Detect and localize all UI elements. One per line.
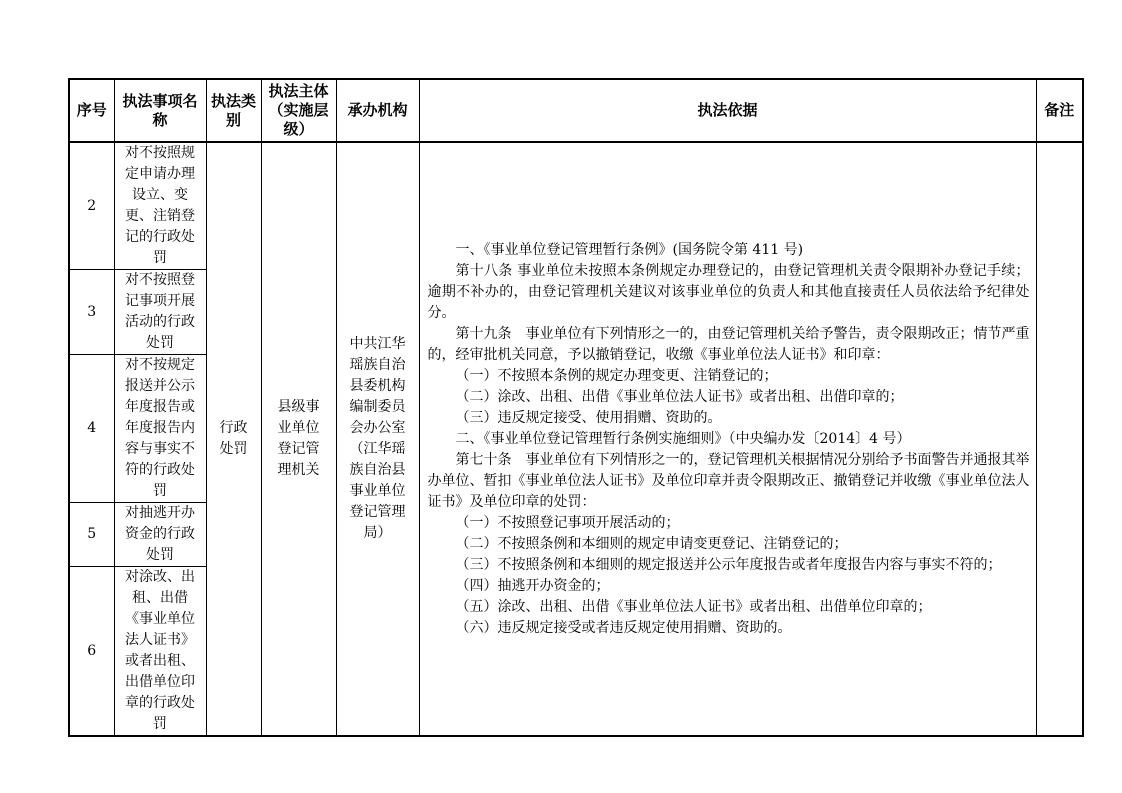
header-item-name: 执法事项名称 bbox=[114, 79, 206, 142]
remark-cell bbox=[1036, 142, 1083, 736]
item-name-cell: 对涂改、出租、出借《事业单位法人证书》或者出租、出借单位印章的行政处罚 bbox=[114, 567, 206, 737]
legal-paragraph: 第十八条 事业单位未按照本条例规定办理登记的，由登记管理机关责令限期补办登记手续；逾期不补办的，由登记管理机关建议对该事业单位的负责人和其他直接责任人员依法给予纪律处分。 bbox=[427, 262, 1030, 321]
subject-cell: 县级事业单位登记管理机关 bbox=[261, 142, 336, 736]
legal-paragraph: （一）不按照本条例的规定办理变更、注销登记的； bbox=[455, 367, 778, 384]
header-serial-number: 序号 bbox=[69, 79, 114, 142]
legal-paragraph: （一）不按照登记事项开展活动的； bbox=[455, 514, 680, 531]
legal-paragraph: （三）不按照条例和本细则的规定报送并公示年度报告或者年度报告内容与事实不符的； bbox=[455, 556, 1002, 573]
legal-basis-cell bbox=[419, 142, 1036, 736]
category-cell: 行政处罚 bbox=[206, 142, 261, 736]
legal-paragraph: （三）违反规定接受、使用捐赠、资助的。 bbox=[455, 409, 722, 426]
legal-paragraph: 第七十条 事业单位有下列情形之一的，登记管理机关根据情况分别给予书面警告并通报其举办单位、暂扣《事业单位法人证书》及单位印章并责令限期改正、撤销登记并收缴《事业单位法人证书》及单位印章的处罚： bbox=[427, 451, 1030, 510]
serial-number-cell: 3 bbox=[69, 270, 114, 355]
legal-paragraph: 第十九条 事业单位有下列情形之一的，由登记管理机关给予警告，责令限期改正；情节严重的，经审批机关同意，予以撤销登记，收缴《事业单位法人证书》和印章： bbox=[427, 325, 1030, 363]
header-legal-basis: 执法依据 bbox=[419, 79, 1036, 142]
serial-number-cell: 5 bbox=[69, 503, 114, 567]
header-subject: 执法主体（实施层级） bbox=[261, 79, 336, 142]
enforcement-items-table bbox=[68, 78, 1084, 737]
table-header-row bbox=[69, 79, 1083, 142]
serial-number-cell: 4 bbox=[69, 355, 114, 503]
legal-paragraph: （二）涂改、出租、出借《事业单位法人证书》或者出租、出借印章的； bbox=[455, 388, 904, 405]
legal-paragraph: （四）抽逃开办资金的； bbox=[455, 577, 610, 594]
serial-number-cell: 2 bbox=[69, 142, 114, 270]
legal-paragraph: 一、《事业单位登记管理暂行条例》(国务院令第 411 号) bbox=[455, 241, 804, 258]
header-category: 执法类别 bbox=[206, 79, 261, 142]
legal-paragraph: （五）涂改、出租、出借《事业单位法人证书》或者出租、出借单位印章的； bbox=[455, 598, 932, 615]
item-name-cell: 对不按照规定申请办理设立、变更、注销登记的行政处罚 bbox=[114, 142, 206, 270]
header-agency: 承办机构 bbox=[336, 79, 419, 142]
header-remark: 备注 bbox=[1036, 79, 1083, 142]
legal-basis-text bbox=[420, 238, 1036, 641]
item-name-cell: 对不按规定报送并公示年度报告或年度报告内容与事实不符的行政处罚 bbox=[114, 355, 206, 503]
legal-paragraph: （六）违反规定接受或者违反规定使用捐赠、资助的。 bbox=[455, 619, 792, 636]
agency-cell: 中共江华瑶族自治县委机构编制委员会办公室（江华瑶族自治县事业单位登记管理局） bbox=[336, 142, 419, 736]
legal-paragraph: （二）不按照条例和本细则的规定申请变更登记、注销登记的； bbox=[455, 535, 848, 552]
item-name-cell: 对抽逃开办资金的行政处罚 bbox=[114, 503, 206, 567]
table-row bbox=[69, 142, 1083, 270]
legal-paragraph: 二、《事业单位登记管理暂行条例实施细则》（中央编办发〔2014〕4 号） bbox=[455, 430, 911, 447]
serial-number-cell: 6 bbox=[69, 567, 114, 737]
item-name-cell: 对不按照登记事项开展活动的行政处罚 bbox=[114, 270, 206, 355]
